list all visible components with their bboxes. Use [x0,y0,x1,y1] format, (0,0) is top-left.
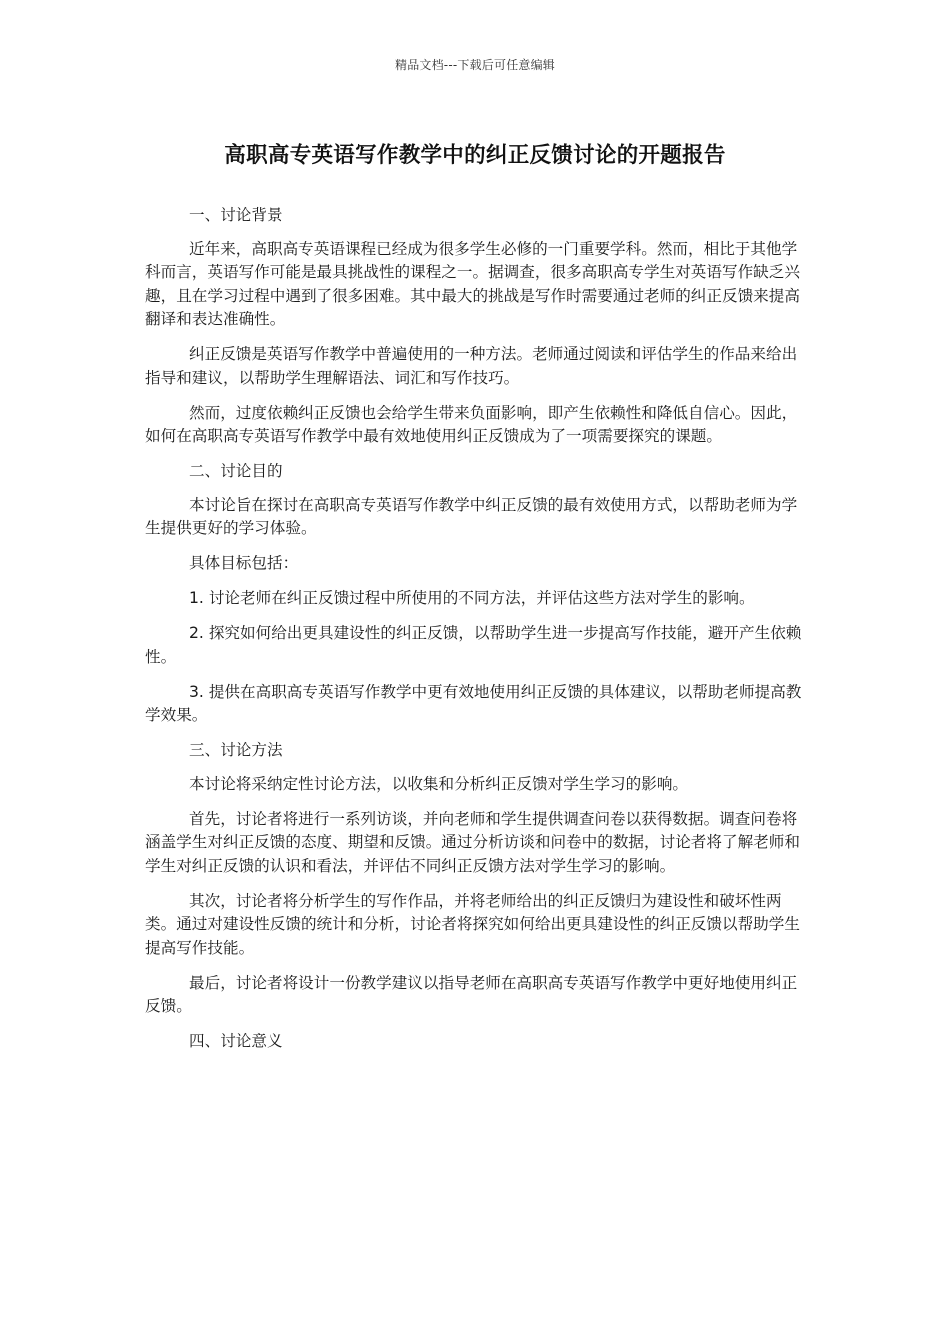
paragraph: 具体目标包括： [189,554,299,572]
document-title: 高职高专英语写作教学中的纠正反馈讨论的开题报告 [224,143,726,168]
section-heading-purpose: 二、讨论目的 [189,462,283,480]
list-item: 3. 提供在高职高专英语写作教学中更有效地使用纠正反馈的具体建议，以帮助老师提高教学效果。 [145,682,802,724]
list-item: 2. 探究如何给出更具建设性的纠正反馈，以帮助学生进一步提高写作技能，避开产生依赖性。 [145,624,802,666]
section-heading-method: 三、讨论方法 [189,741,283,759]
paragraph: 近年来，高职高专英语课程已经成为很多学生必修的一门重要学科。然而，相比于其他学科而言，英语写作可能是最具挑战性的课程之一。据调查，很多高职高专学生对英语写作缺乏兴趣，且在学习过程中遇到了很多困难。其中最大的挑战是写作时需要通过老师的纠正反馈来提高翻译和表达准确性。 [145,239,800,328]
paragraph: 本讨论旨在探讨在高职高专英语写作教学中纠正反馈的最有效使用方式，以帮助老师为学生提供更好的学习体验。 [145,495,798,537]
paragraph: 然而，过度依赖纠正反馈也会给学生带来负面影响，即产生依赖性和降低自信心。因此，如何在高职高专英语写作教学中最有效地使用纠正反馈成为了一项需要探究的课题。 [145,403,798,445]
paragraph: 最后，讨论者将设计一份教学建议以指导老师在高职高专英语写作教学中更好地使用纠正反馈。 [145,973,798,1015]
list-item: 1. 讨论老师在纠正反馈过程中所使用的不同方法，并评估这些方法对学生的影响。 [189,589,755,607]
paragraph: 首先，讨论者将进行一系列访谈，并向老师和学生提供调查问卷以获得数据。调查问卷将涵盖学生对纠正反馈的态度、期望和反馈。通过分析访谈和问卷中的数据，讨论者将了解老师和学生对纠正反馈的认识和看法，并评估不同纠正反馈方法对学生学习的影响。 [145,809,800,875]
paragraph: 本讨论将采纳定性讨论方法，以收集和分析纠正反馈对学生学习的影响。 [189,774,689,793]
paragraph: 其次，讨论者将分析学生的写作作品，并将老师给出的纠正反馈归为建设性和破坏性两类。通过对建设性反馈的统计和分析，讨论者将探究如何给出更具建设性的纠正反馈以帮助学生提高写作技能。 [145,891,800,957]
page-header: 精品文档---下载后可任意编辑 [395,58,555,72]
section-heading-significance: 四、讨论意义 [189,1032,283,1050]
document-body [145,204,810,1064]
section-heading-background: 一、讨论背景 [189,206,283,224]
paragraph: 纠正反馈是英语写作教学中普遍使用的一种方法。老师通过阅读和评估学生的作品来给出指导和建议，以帮助学生理解语法、词汇和写作技巧。 [145,345,798,387]
